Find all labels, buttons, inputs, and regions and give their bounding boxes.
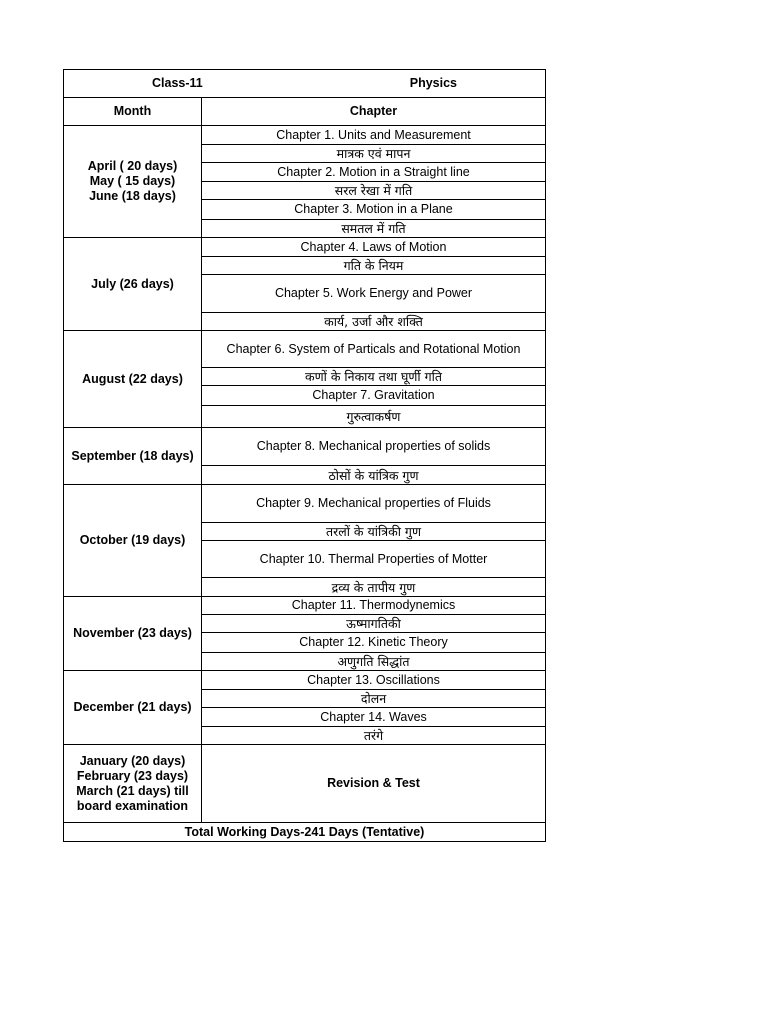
chapter-hindi-cell: मात्रक एवं मापन <box>202 145 546 163</box>
chapter-column-header: Chapter <box>202 98 546 126</box>
month-cell <box>64 671 202 745</box>
chapter-hindi-cell: ऊष्मागतिकी <box>202 615 546 633</box>
table-row <box>64 597 546 615</box>
chapter-hindi-cell: गुरुत्वाकर्षण <box>202 406 546 428</box>
month-cell <box>64 428 202 485</box>
chapter-cell: Chapter 10. Thermal Properties of Motter <box>202 541 546 578</box>
month-cell <box>64 745 202 823</box>
column-header-row <box>64 98 546 126</box>
chapter-cell: Chapter 11. Thermodynemics <box>202 597 546 615</box>
chapter-cell: Chapter 7. Gravitation <box>202 386 546 406</box>
table-row <box>64 238 546 257</box>
chapter-cell: Chapter 4. Laws of Motion <box>202 238 546 257</box>
chapter-cell: Chapter 8. Mechanical properties of solids <box>202 428 546 466</box>
month-line: June (18 days) <box>89 189 176 203</box>
chapter-cell: Chapter 1. Units and Measurement <box>202 126 546 145</box>
month-line: November (23 days) <box>73 626 192 640</box>
table-row <box>64 126 546 145</box>
chapter-hindi-cell: कणों के निकाय तथा घूर्णी गति <box>202 368 546 386</box>
month-cell <box>64 238 202 331</box>
table-row <box>64 331 546 368</box>
footer-row <box>64 823 546 842</box>
syllabus-table <box>63 69 546 842</box>
chapter-hindi-cell: ठोसों के यांत्रिक गुण <box>202 466 546 485</box>
chapter-cell: Chapter 12. Kinetic Theory <box>202 633 546 653</box>
month-line: January (20 days) <box>79 753 186 768</box>
month-line: July (26 days) <box>91 276 174 291</box>
month-cell <box>64 331 202 428</box>
chapter-hindi-cell: अणुगति सिद्धांत <box>202 653 546 671</box>
chapter-hindi-cell: सरल रेखा में गति <box>202 182 546 200</box>
month-line: September (18 days) <box>71 448 194 463</box>
class-label: Class-11 <box>152 76 203 90</box>
table-row <box>64 671 546 690</box>
subject-label: Physics <box>409 76 457 90</box>
month-line: February (23 days) <box>76 768 189 783</box>
month-line: December (21 days) <box>73 700 192 714</box>
table-row <box>64 485 546 523</box>
revision-cell: Revision & Test <box>202 745 546 823</box>
chapter-hindi-cell: गति के नियम <box>202 257 546 275</box>
month-cell <box>64 126 202 238</box>
table-title-row <box>64 70 546 98</box>
chapter-hindi-cell: समतल में गति <box>202 220 546 238</box>
chapter-cell: Chapter 6. System of Particals and Rotational Motion <box>202 331 546 368</box>
month-line: May ( 15 days) <box>89 174 176 188</box>
month-line: October (19 days) <box>79 533 186 547</box>
chapter-hindi-cell: तरंगे <box>202 727 546 745</box>
chapter-cell: Chapter 9. Mechanical properties of Fluids <box>202 485 546 523</box>
chapter-hindi-cell: दोलन <box>202 690 546 708</box>
chapter-hindi-cell: द्रव्य के तापीय गुण <box>202 578 546 597</box>
month-cell <box>64 485 202 597</box>
chapter-hindi-cell: तरलों के यांत्रिकी गुण <box>202 523 546 541</box>
table-row <box>64 428 546 466</box>
total-working-days: Total Working Days-241 Days (Tentative) <box>64 823 546 842</box>
chapter-cell: Chapter 2. Motion in a Straight line <box>202 163 546 182</box>
chapter-cell: Chapter 13. Oscillations <box>202 671 546 690</box>
month-line: April ( 20 days) <box>87 159 178 173</box>
chapter-cell: Chapter 5. Work Energy and Power <box>202 275 546 313</box>
month-column-header: Month <box>64 98 202 126</box>
chapter-cell: Chapter 3. Motion in a Plane <box>202 200 546 220</box>
month-cell <box>64 597 202 671</box>
month-line: March (21 days) till <box>76 783 189 798</box>
month-line: board examination <box>76 798 189 813</box>
revision-row <box>64 745 546 823</box>
chapter-hindi-cell: कार्य, उर्जा और शक्ति <box>202 313 546 331</box>
title-cell <box>64 70 546 98</box>
chapter-cell: Chapter 14. Waves <box>202 708 546 727</box>
month-line: August (22 days) <box>82 371 183 386</box>
